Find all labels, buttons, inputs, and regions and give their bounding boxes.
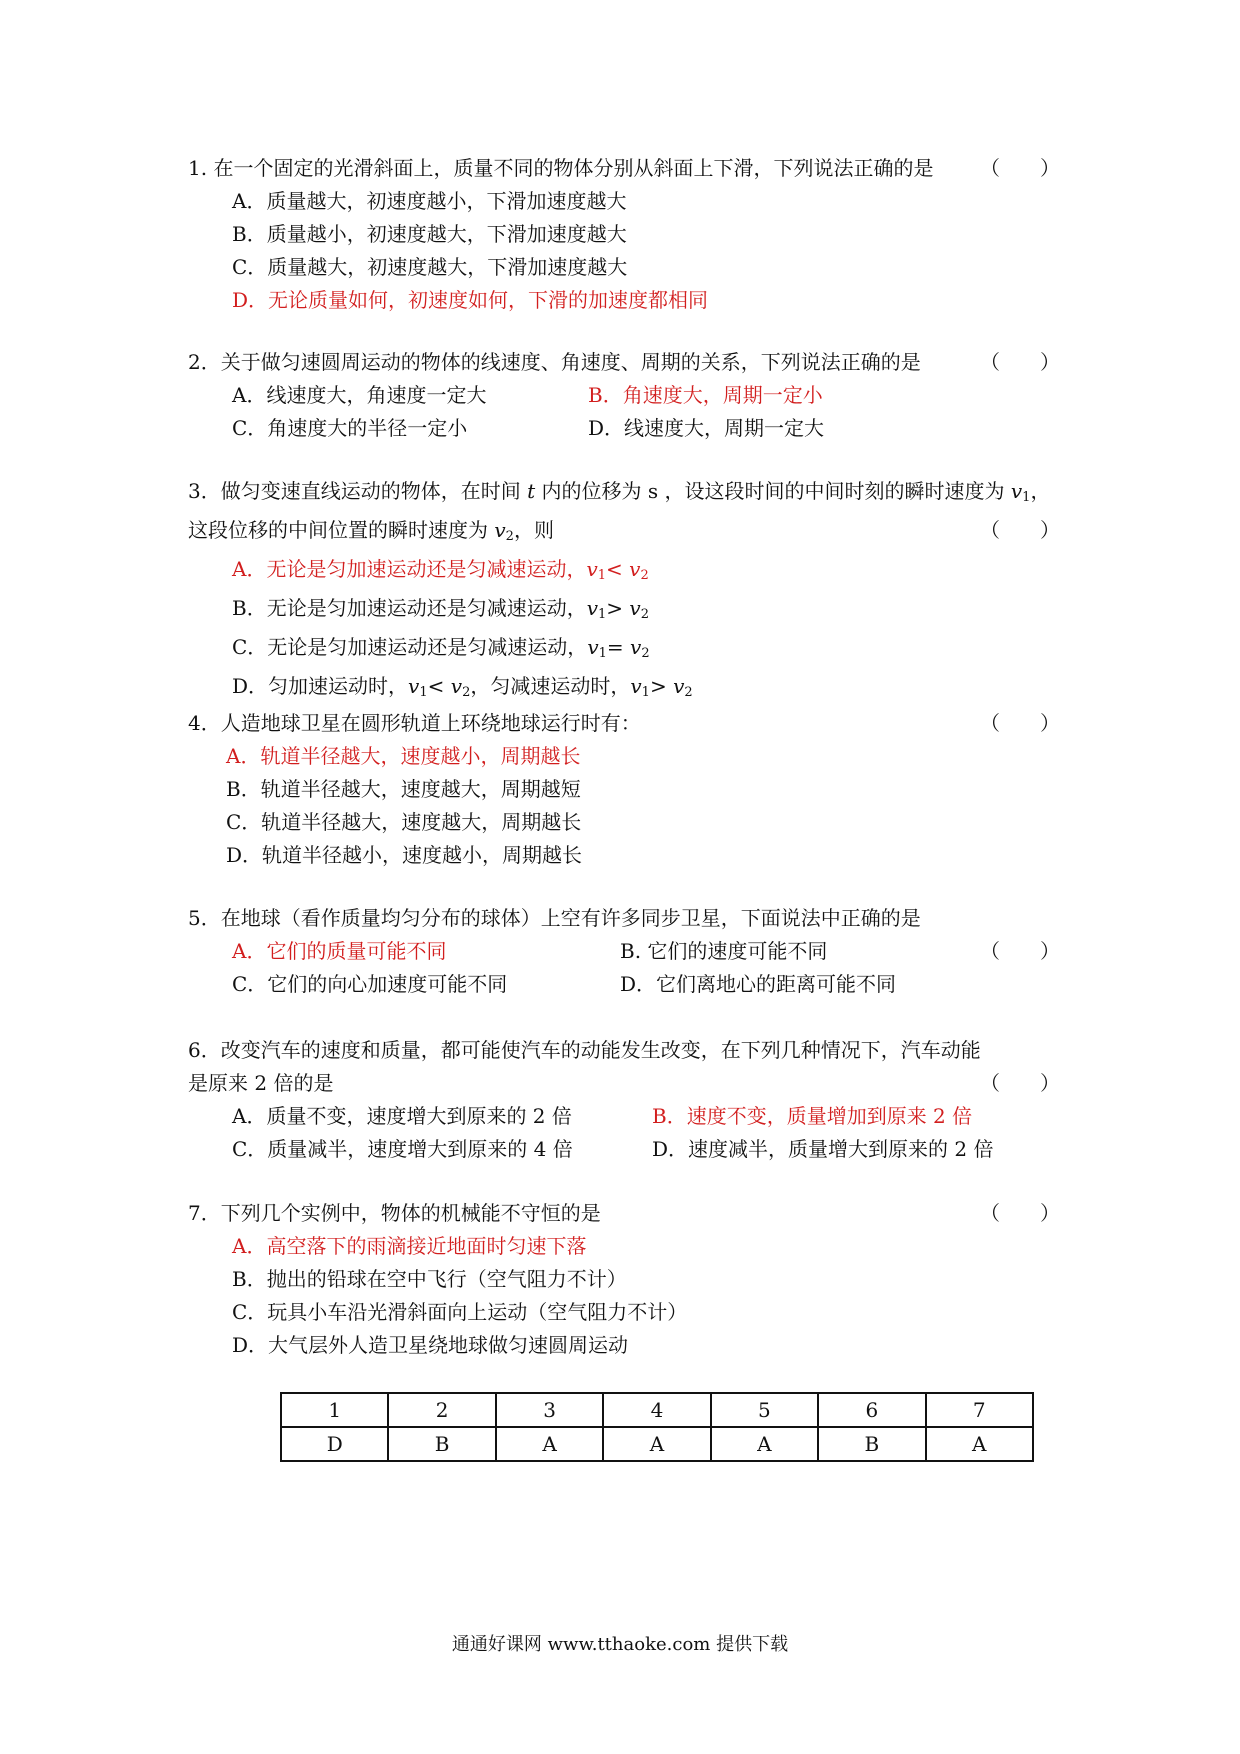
question-1 <box>188 152 1060 317</box>
option-d: D．它们离地心的距离可能不同 <box>620 972 897 996</box>
option-b: B．质量越小，初速度越大，下滑加速度越大 <box>232 222 627 246</box>
table-cell: 1 <box>281 1393 388 1427</box>
option-b: B. 它们的速度可能不同 <box>620 939 828 963</box>
question-stem: 4．人造地球卫星在圆形轨道上环绕地球运行时有： （ ） <box>188 711 1060 735</box>
question-7 <box>188 1197 1060 1362</box>
option-b: B．抛出的铅球在空中飞行（空气阻力不计） <box>232 1267 627 1291</box>
option-c: C．角速度大的半径一定小 <box>232 416 468 440</box>
table-cell: A <box>496 1427 603 1461</box>
question-3 <box>188 475 1060 709</box>
option-c: C．质量越大，初速度越大，下滑加速度越大 <box>232 255 628 279</box>
table-row-numbers <box>281 1393 1033 1427</box>
table-cell: B <box>388 1427 495 1461</box>
answer-paren: （ ） <box>980 939 1060 963</box>
option-a: A．质量越大，初速度越小，下滑加速度越大 <box>232 189 627 213</box>
table-cell: A <box>926 1427 1033 1461</box>
option-d: D．速度减半，质量增大到原来的 2 倍 <box>652 1137 994 1161</box>
option-c: C．轨道半径越大，速度越大，周期越长 <box>226 810 582 834</box>
option-a-correct: A．无论是匀加速运动还是匀减速运动，$v_1< v_2$ <box>232 557 649 583</box>
option-row <box>188 412 1060 445</box>
answer-table <box>280 1392 1034 1462</box>
table-row-answers <box>281 1427 1033 1461</box>
var-t: t <box>527 479 536 503</box>
option-row <box>188 935 1060 968</box>
question-5 <box>188 902 1060 1001</box>
option-c: C．质量减半，速度增大到原来的 4 倍 <box>232 1137 573 1161</box>
question-stem-line2: 是原来 2 倍的是 （ ） <box>188 1071 1060 1095</box>
table-cell: 6 <box>818 1393 925 1427</box>
table-cell: 7 <box>926 1393 1033 1427</box>
option-d: D．轨道半径越小，速度越小，周期越长 <box>226 843 583 867</box>
question-stem: 3．做匀变速直线运动的物体，在时间 t 内的位移为 s ，设这段时间的中间时刻的瞬时速度为 $v_1$，这段位移的中间位置的瞬时速度为 $v_2$，则 （ ） <box>188 475 1060 553</box>
option-d-correct: D．无论质量如何，初速度如何，下滑的加速度都相同 <box>232 288 709 312</box>
table-cell: A <box>603 1427 710 1461</box>
question-6 <box>188 1034 1060 1166</box>
option-d: D．大气层外人造卫星绕地球做匀速圆周运动 <box>232 1333 629 1357</box>
table-cell: B <box>818 1427 925 1461</box>
question-2 <box>188 346 1060 445</box>
option-row <box>188 1100 1060 1133</box>
option-b: B．无论是匀加速运动还是匀减速运动，$v_1> v_2$ <box>232 596 650 622</box>
option-a-correct: A．高空落下的雨滴接近地面时匀速下落 <box>232 1234 587 1258</box>
question-stem: 1. 在一个固定的光滑斜面上，质量不同的物体分别从斜面上下滑，下列说法正确的是 （ ） <box>188 156 1060 180</box>
question-stem: 5．在地球（看作质量均匀分布的球体）上空有许多同步卫星，下面说法中正确的是 <box>188 906 921 930</box>
option-d: D．匀加速运动时，$v_1< v_2$，匀减速运动时，$v_1> v_2$ <box>232 674 693 700</box>
table-cell: D <box>281 1427 388 1461</box>
question-stem: 2．关于做匀速圆周运动的物体的线速度、角速度、周期的关系，下列说法正确的是 （ ） <box>188 350 1060 374</box>
page-footer: 通通好课网 www.tthaoke.com 提供下载 <box>451 1634 789 1655</box>
table-cell: 5 <box>711 1393 818 1427</box>
question-4 <box>188 707 1060 872</box>
option-b-correct: B．角速度大，周期一定小 <box>588 383 823 407</box>
option-b-correct: B．速度不变，质量增加到原来 2 倍 <box>652 1104 973 1128</box>
option-c: C．它们的向心加速度可能不同 <box>232 972 508 996</box>
option-a: A．质量不变，速度增大到原来的 2 倍 <box>232 1104 572 1128</box>
question-stem: 6．改变汽车的速度和质量，都可能使汽车的动能发生改变，在下列几种情况下，汽车动能 <box>188 1038 981 1062</box>
option-row <box>188 968 1060 1001</box>
option-b: B．轨道半径越大，速度越大，周期越短 <box>226 777 581 801</box>
table-cell: 3 <box>496 1393 603 1427</box>
option-a-correct: A．轨道半径越大，速度越小，周期越长 <box>226 744 581 768</box>
option-c: C．玩具小车沿光滑斜面向上运动（空气阻力不计） <box>232 1300 688 1324</box>
table-cell: 2 <box>388 1393 495 1427</box>
option-row <box>188 1133 1060 1166</box>
answer-paren: （ ） <box>980 518 1060 542</box>
option-c: C．无论是匀加速运动还是匀减速运动，$v_1= v_2$ <box>232 635 650 661</box>
option-a-correct: A．它们的质量可能不同 <box>232 939 447 963</box>
option-row <box>188 379 1060 412</box>
option-a: A．线速度大，角速度一定大 <box>232 383 487 407</box>
option-d: D．线速度大，周期一定大 <box>588 416 825 440</box>
table-cell: A <box>711 1427 818 1461</box>
table-cell: 4 <box>603 1393 710 1427</box>
question-stem: 7．下列几个实例中，物体的机械能不守恒的是 （ ） <box>188 1201 1060 1225</box>
